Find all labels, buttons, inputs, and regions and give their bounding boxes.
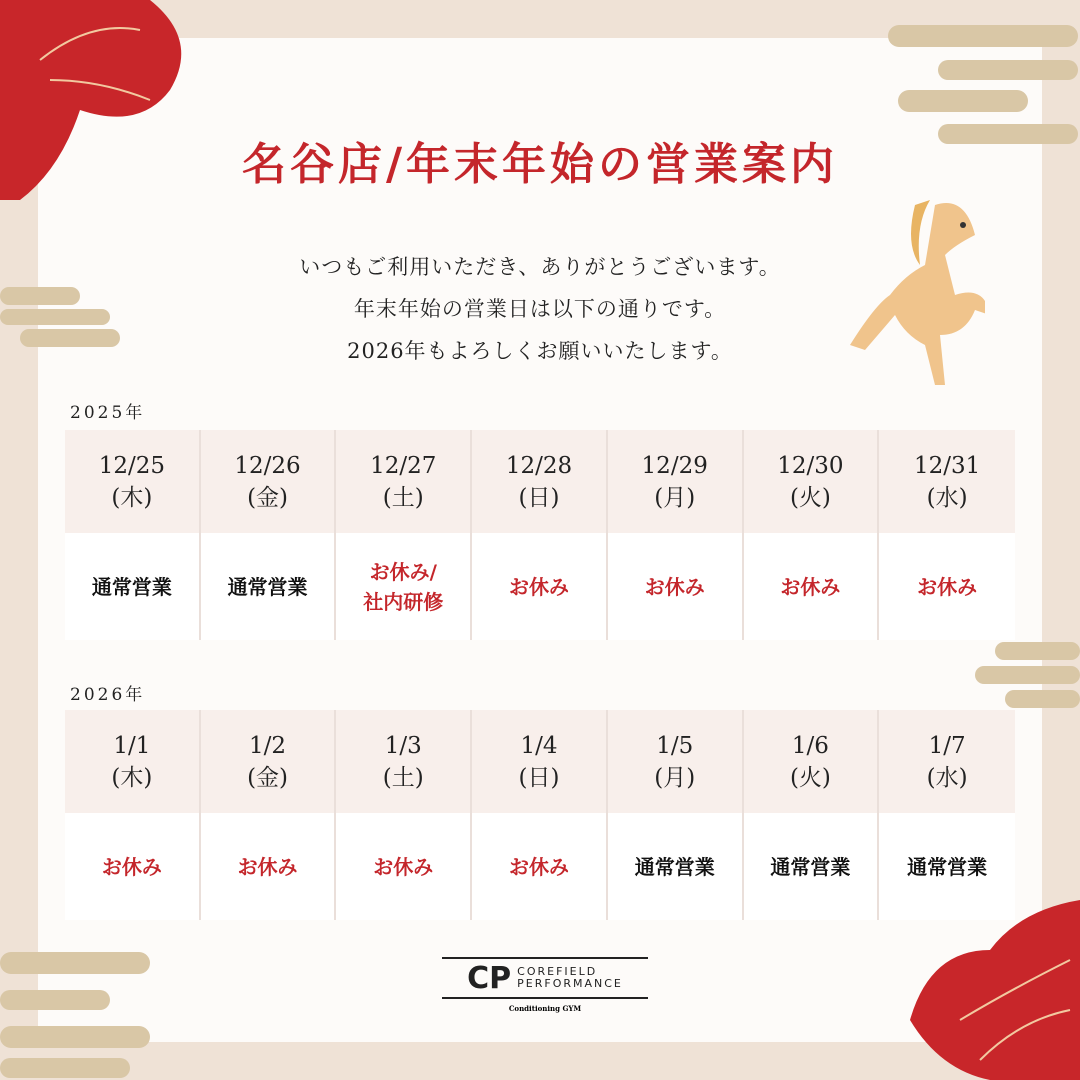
date-cell — [201, 430, 337, 533]
status: 通常営業 — [227, 574, 308, 599]
date-cell — [879, 710, 1015, 813]
status: お休み — [508, 854, 569, 879]
status-cell — [744, 533, 880, 640]
status-cell — [472, 533, 608, 640]
date-cell — [336, 430, 472, 533]
gold-clouds-right — [975, 640, 1080, 710]
status-cell — [336, 813, 472, 920]
status-cell — [879, 533, 1015, 640]
date: 1/6 — [791, 732, 829, 759]
weekday: (月) — [654, 484, 696, 511]
date-cell — [608, 430, 744, 533]
status-cell — [65, 533, 201, 640]
logo-line1: COREFIELD — [517, 965, 598, 978]
weekday: (日) — [518, 764, 560, 791]
status: お休み — [237, 854, 298, 879]
weekday: (月) — [654, 764, 696, 791]
status: お休み — [644, 574, 705, 599]
status: お休み — [917, 574, 978, 599]
corefield-performance-logo — [442, 957, 648, 1013]
status: お休み — [780, 574, 841, 599]
status-cell — [472, 813, 608, 920]
message-line: 2026年もよろしくお願いいたします。 — [347, 339, 733, 363]
status: 通常営業 — [907, 854, 988, 879]
date-cell — [201, 710, 337, 813]
date-cell — [744, 430, 880, 533]
date: 12/26 — [234, 452, 301, 479]
year-label: 2026年 — [70, 685, 146, 705]
greeting-message — [0, 246, 1080, 372]
weekday: (金) — [247, 484, 289, 511]
red-flower-bottom-right — [900, 900, 1080, 1080]
gold-clouds-bottom-left — [0, 950, 160, 1080]
weekday: (火) — [789, 764, 831, 791]
date: 12/29 — [641, 452, 708, 479]
year-label: 2025年 — [70, 403, 146, 423]
message-line: いつもご利用いただき、ありがとうございます。 — [299, 255, 781, 279]
date: 12/25 — [98, 452, 165, 479]
status: 通常営業 — [91, 574, 172, 599]
date: 12/31 — [913, 452, 981, 479]
weekday: (火) — [789, 484, 831, 511]
status: お休み — [508, 574, 569, 599]
status-cell — [879, 813, 1015, 920]
schedule-table-0 — [65, 430, 1015, 640]
logo-mark: CP — [467, 960, 512, 996]
weekday: (木) — [111, 764, 153, 791]
weekday: (水) — [926, 764, 968, 791]
date: 1/7 — [928, 732, 966, 759]
date: 1/1 — [113, 732, 151, 759]
schedule-table-1 — [65, 710, 1015, 920]
status: お休み/ 社内研修 — [363, 559, 444, 614]
date: 1/2 — [249, 732, 287, 759]
date: 12/30 — [777, 452, 844, 479]
status-cell — [65, 813, 201, 920]
status-cell — [336, 533, 472, 640]
date-cell — [336, 710, 472, 813]
page-title: 名谷店/年末年始の営業案内 — [241, 139, 839, 190]
status-cell — [744, 813, 880, 920]
date-cell — [65, 710, 201, 813]
weekday: (土) — [382, 764, 424, 791]
status: お休み — [101, 854, 162, 879]
date-cell — [65, 430, 201, 533]
weekday: (水) — [926, 484, 968, 511]
date-cell — [472, 710, 608, 813]
date: 1/3 — [384, 732, 422, 759]
status: お休み — [373, 854, 434, 879]
logo-tagline: Conditioning GYM — [508, 1004, 582, 1013]
weekday: (土) — [382, 484, 424, 511]
status-cell — [201, 533, 337, 640]
date: 12/27 — [370, 452, 437, 479]
status-cell — [608, 813, 744, 920]
date: 12/28 — [505, 452, 573, 479]
date-cell — [879, 430, 1015, 533]
date-cell — [744, 710, 880, 813]
weekday: (日) — [518, 484, 560, 511]
date-cell — [472, 430, 608, 533]
date-cell — [608, 710, 744, 813]
status-cell — [201, 813, 337, 920]
weekday: (金) — [247, 764, 289, 791]
weekday: (木) — [111, 484, 153, 511]
date: 1/4 — [520, 732, 558, 759]
logo-line2: PERFORMANCE — [517, 977, 623, 990]
status: 通常営業 — [770, 854, 851, 879]
message-line: 年末年始の営業日は以下の通りです。 — [353, 297, 727, 321]
date: 1/5 — [656, 732, 694, 759]
status: 通常営業 — [634, 854, 715, 879]
status-cell — [608, 533, 744, 640]
